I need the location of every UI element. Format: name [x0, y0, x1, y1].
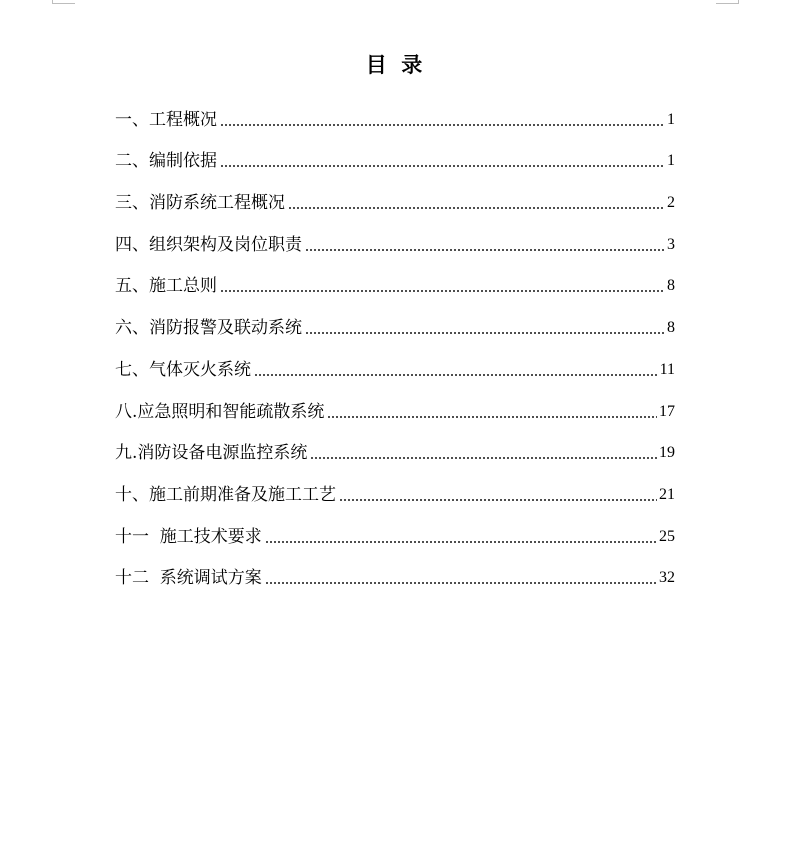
toc-dot-leader: [265, 525, 657, 549]
toc-entry-label: 八.应急照明和智能疏散系统: [115, 401, 325, 422]
toc-dot-leader: [327, 400, 657, 424]
toc-entry-label: 九.消防设备电源监控系统: [115, 443, 308, 464]
toc-entry[interactable]: [115, 132, 675, 174]
toc-entry-page: 8: [667, 277, 675, 295]
toc-entry-page: 17: [659, 402, 675, 420]
toc-entry-label: 十一 施工技术要求: [115, 526, 262, 547]
toc-entry-page: 11: [659, 360, 675, 378]
toc-entry[interactable]: [115, 173, 675, 215]
toc-entry[interactable]: [115, 90, 675, 132]
toc-dot-leader: [220, 108, 665, 132]
toc-dot-leader: [265, 566, 657, 590]
toc-entry-label: 五、施工总则: [115, 276, 217, 297]
toc-entry-page: 1: [667, 110, 675, 128]
toc-entry-label: 一、工程概况: [115, 109, 217, 130]
toc-title: 目 录: [365, 52, 423, 77]
toc-entry[interactable]: [115, 382, 675, 424]
toc-entry-page: 2: [667, 194, 675, 212]
toc-entry[interactable]: [115, 215, 675, 257]
toc-entry[interactable]: [115, 424, 675, 466]
toc-entry-page: 19: [659, 444, 675, 462]
toc-entry-page: 25: [659, 527, 675, 545]
toc-dot-leader: [305, 233, 665, 257]
toc-entry-page: 32: [659, 569, 675, 587]
toc-entry-page: 21: [659, 485, 675, 503]
toc-entry-label: 三、消防系统工程概况: [115, 193, 285, 214]
toc-dot-leader: [220, 274, 665, 298]
toc-entry-page: 1: [667, 152, 675, 170]
crop-mark-top-right: [716, 0, 739, 4]
toc-entry-page: 3: [667, 235, 675, 253]
crop-mark-top-left: [52, 0, 75, 4]
toc-entry[interactable]: [115, 507, 675, 549]
toc-entry-label: 二、编制依据: [115, 151, 217, 172]
toc-dot-leader: [339, 483, 657, 507]
toc-entry-label: 四、组织架构及岗位职责: [115, 234, 302, 255]
toc-dot-leader: [310, 441, 657, 465]
toc-dot-leader: [220, 149, 665, 173]
toc-entry-label: 六、消防报警及联动系统: [115, 318, 302, 339]
toc-list: [115, 90, 675, 590]
toc-dot-leader: [288, 191, 665, 215]
toc-entry[interactable]: [115, 298, 675, 340]
toc-entry[interactable]: [115, 257, 675, 299]
toc-entry[interactable]: [115, 549, 675, 591]
toc-entry-label: 十、施工前期准备及施工工艺: [115, 484, 336, 505]
toc-dot-leader: [254, 358, 658, 382]
toc-dot-leader: [305, 316, 665, 340]
toc-entry[interactable]: [115, 340, 675, 382]
toc-entry-label: 七、气体灭火系统: [115, 359, 251, 380]
toc-entry-label: 十二 系统调试方案: [115, 568, 262, 589]
toc-entry[interactable]: [115, 465, 675, 507]
toc-entry-page: 8: [667, 319, 675, 337]
